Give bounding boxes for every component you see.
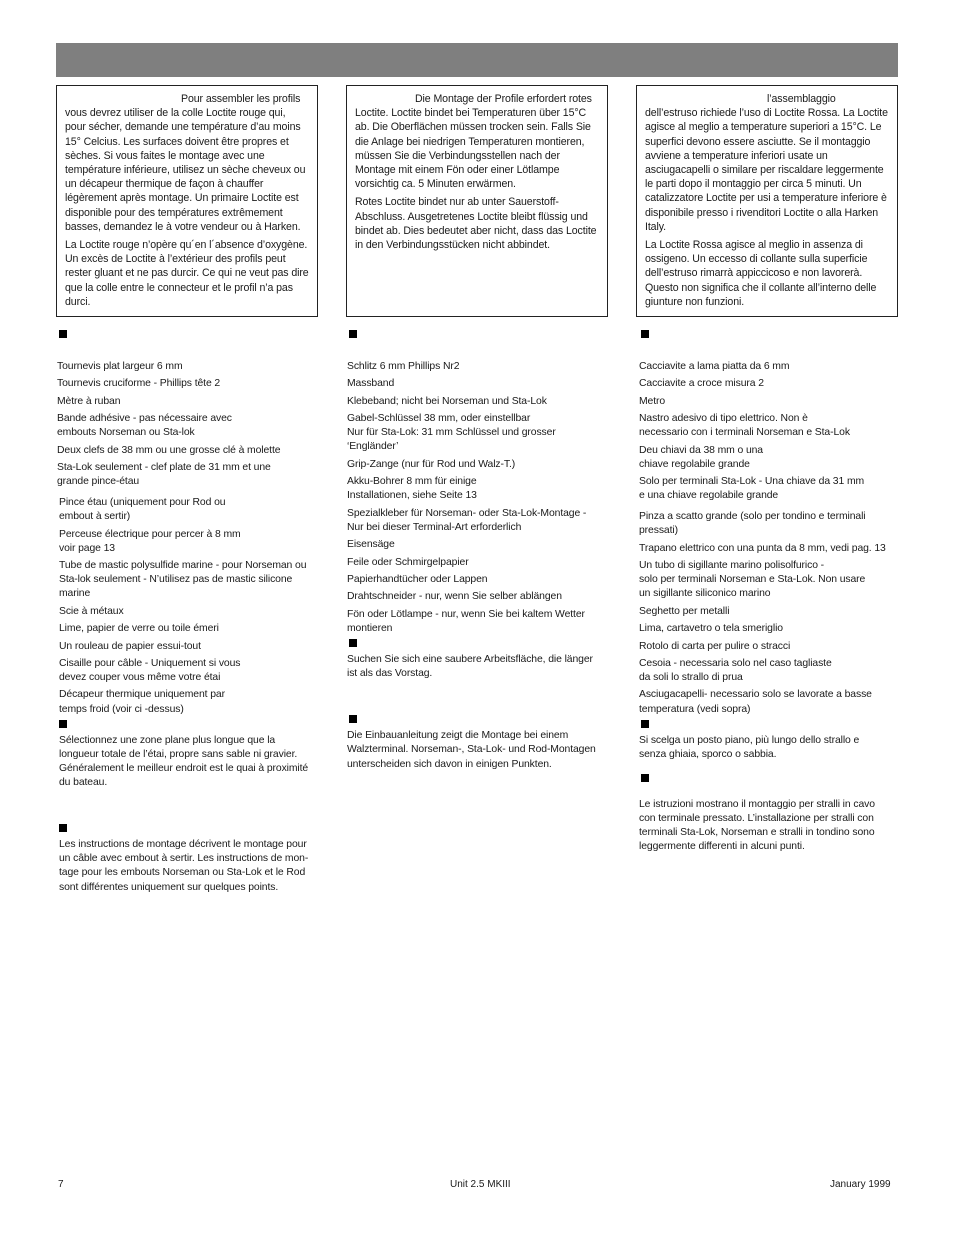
tool-list [57, 360, 319, 717]
list-item: Sta-Lok seulement - clef plate de 31 mm et une grande pince-étau [57, 462, 271, 488]
list-item: Rotolo di carta per pulire o stracci [639, 640, 791, 652]
list-item: Deu chiavi da 38 mm o una chiave regolabile grande [639, 444, 763, 470]
instructions-text: Les instructions de montage décrivent le montage pour un câble avec embout à sertir. Les instructions de mon- tage pour les embouts Norseman ou Sta-Lok et le Rod sont différentes uniquement sur quelques points. [59, 839, 309, 893]
loctite-paragraph: Pour assembler les profils vous devrez utiliser de la colle Loctite rouge qui, pour sécher, demande une température d’au moins 15° Celcius. Les surfaces doivent être propres et sèches. Si vous faites le montage avec une température inférieure, utilisez un sèche cheveux ou un décapeur thermique de façon à chauffer légèrement après montage. Un primaire Loctite est disponible pour des températures extrêmement basses, demandez le à votre vendeur ou à Harken. [65, 93, 306, 233]
list-item: Mètre à ruban [57, 395, 121, 407]
list-item: Tube de mastic polysulfide marine - pour Norseman ou Sta-lok seulement - N’utilisez pas de mastic silicone marine [59, 560, 307, 600]
workspace-text: Si scelga un posto piano, più lungo dello strallo e senza ghiaia, sporco o sabbia. [639, 734, 860, 761]
list-item: Solo per terminali Sta-Lok - Una chiave da 31 mm e una chiave regolabile grande [639, 476, 865, 502]
instructions-text: Le istruzioni mostrano il montaggio per stralli in cavo con terminale pressato. L’installazione per stralli con terminali Sta-Lok, Norseman e stralli in tondino sono leggermente differenti in alcuni punti. [639, 799, 875, 853]
workspace-text: Sélectionnez une zone plane plus longue que la longueur totale de l’étai, propre sans sable ni gravier. Généralement le meilleur endroit est le quai à proximité du bateau. [59, 734, 309, 789]
list-item: Seghetto per metalli [639, 605, 730, 617]
unit-name: Unit 2.5 MKIII [450, 1179, 511, 1190]
list-item: Trapano elettrico con una punta da 8 mm, vedi pag. 13 [639, 542, 886, 554]
list-item: Bande adhésive - pas nécessaire avec embouts Norseman ou Sta-lok [57, 413, 232, 439]
list-item: Cisaille pour câble - Uniquement si vous devez couper vous même votre étai [59, 657, 241, 684]
list-item: Metro [639, 395, 666, 407]
list-item: Eisensäge [347, 539, 395, 551]
list-item: Perceuse électrique pour percer à 8 mm voir page 13 [59, 528, 241, 554]
section-bullet-icon [641, 774, 649, 782]
list-item: Tournevis cruciforme - Phillips tête 2 [57, 378, 221, 390]
list-item: Fön oder Lötlampe - nur, wenn Sie bei kaltem Wetter montieren [347, 608, 585, 634]
list-item: Schlitz 6 mm Phillips Nr2 [347, 361, 460, 372]
list-item: Un rouleau de papier essui-tout [59, 640, 201, 652]
section-bullet-icon [59, 720, 67, 728]
workspace-text: Suchen Sie sich eine saubere Arbeitsfläche, die länger ist als das Vorstag. [347, 654, 593, 680]
page-number: 7 [58, 1179, 64, 1190]
header-band [56, 43, 898, 77]
list-item: Akku-Bohrer 8 mm für einige Installationen, siehe Seite 13 [347, 476, 477, 502]
list-item: Asciugacapelli- necessario solo se lavorate a basse temperatura (vedi sopra) [639, 689, 872, 715]
list-item: Grip-Zange (nur für Rod und Walz-T.) [347, 458, 516, 470]
loctite-box-it [636, 85, 898, 317]
list-item: Scie à métaux [59, 605, 124, 617]
list-item: Spezialkleber für Norseman- oder Sta-Lok-Montage - Nur bei dieser Terminal-Art erforderlich [347, 507, 587, 533]
section-bullet-icon [349, 639, 357, 647]
loctite-paragraph: Rotes Loctite bindet nur ab unter Sauerstoff-Abschluss. Ausgetretenes Loctite bleibt flüssig und bindet ab. Dies bedeutet aber nicht, dass das Loctite in den Verbindungsstücken nicht abbindet. [355, 196, 597, 252]
list-item: Cacciavite a lama piatta da 6 mm [639, 361, 790, 372]
list-item: Pinza a scatto grande (solo per tondino e terminali pressati) [639, 511, 866, 537]
list-item: Tournevis plat largeur 6 mm [57, 361, 183, 372]
tool-list [347, 360, 609, 636]
loctite-box-fr [56, 85, 318, 317]
list-item: Feile oder Schmirgelpapier [347, 556, 469, 568]
list-item: Lima, cartavetro o tela smeriglio [639, 623, 783, 635]
section-bullet-icon [641, 720, 649, 728]
list-item: Lime, papier de verre ou toile émeri [59, 623, 219, 635]
list-item: Drahtschneider - nur, wenn Sie selber ablängen [347, 591, 562, 603]
list-item: Papierhandtücher oder Lappen [347, 573, 488, 585]
loctite-paragraph: La Loctite rouge n’opère qu´en l´absence d’oxygène. Un excès de Loctite à l’extérieur des profils peut rester gluant et ne pas durcir. Ce qui ne veut pas dire que la colle entre le connecteur et le profil n’a pas durci. [65, 239, 309, 308]
section-bullet-icon [59, 330, 67, 338]
loctite-paragraph: Die Montage der Profile erfordert rotes Loctite. Loctite bindet bei Temperaturen über 15°C ab. Die Oberflächen müssen trocken sein. Falls Sie die Anlage bei niedrigen Temperaturen montieren, müssen Sie die Verbindungsstellen nach der Montage mit einem Fön oder einer Lötlampe vorsichtig ca. 5 Minuten erwärmen. [355, 93, 592, 191]
section-bullet-icon [641, 330, 649, 338]
section-bullet-icon [349, 715, 357, 723]
list-item: Décapeur thermique uniquement par temps froid (voir ci -dessus) [59, 689, 225, 715]
list-item: Pince étau (uniquement pour Rod ou embout à sertir) [59, 497, 226, 523]
footer-date: January 1999 [830, 1179, 891, 1190]
instructions-text: Die Einbauanleitung zeigt die Montage bei einem Walzterminal. Norseman-, Sta-Lok- und Rod-Montagen unterscheiden sich davon in einigen Punkten. [347, 730, 596, 770]
list-item: Deux clefs de 38 mm ou une grosse clé à molette [57, 444, 281, 456]
column-it [639, 328, 901, 854]
section-bullet-icon [349, 330, 357, 338]
list-item: Klebeband; nicht bei Norseman und Sta-Lok [347, 395, 547, 407]
list-item: Cesoia - necessaria solo nel caso tagliaste da soli lo strallo di prua [639, 657, 832, 684]
list-item: Massband [347, 378, 395, 390]
column-fr [57, 328, 319, 895]
tool-list [639, 360, 901, 717]
loctite-box-de [346, 85, 608, 317]
loctite-paragraph: l’assemblaggio dell’estruso richiede l’uso di Loctite Rossa. La Loctite agisce al meglio a temperature superiori a 15°C. Le superfici devono essere asciutte. Se il montaggio avviene a temperature inferiori usate un asciugacapelli o similare per riscaldare leggermente le parti dopo il montaggio per circa 5 minuti. Un catalizzatore Loctite per usi a temperature inferiore è disponibile presso i rivenditori Loctite o alla Harken Italy. [645, 93, 888, 233]
section-bullet-icon [59, 824, 67, 832]
list-item: Gabel-Schlüssel 38 mm, oder einstellbar Nur für Sta-Lok: 31 mm Schlüssel und grosser ‘Engländer’ [347, 413, 556, 453]
loctite-paragraph: La Loctite Rossa agisce al meglio in assenza di ossigeno. Un eccesso di collante sulla superficie dell’estruso rimarrà appiccicoso e non lavorerà. Questo non significa che il collante all’interno delle giunture non funzioni. [645, 239, 877, 308]
list-item: Un tubo di sigillante marino polisolfurico - solo per terminali Norseman e Sta-Lok. Non usare un sigillante siliconico marino [639, 560, 866, 600]
list-item: Nastro adesivo di tipo elettrico. Non è necessario con i terminali Norseman e Sta-Lok [639, 413, 850, 439]
column-de [347, 328, 609, 772]
list-item: Cacciavite a croce misura 2 [639, 378, 764, 390]
